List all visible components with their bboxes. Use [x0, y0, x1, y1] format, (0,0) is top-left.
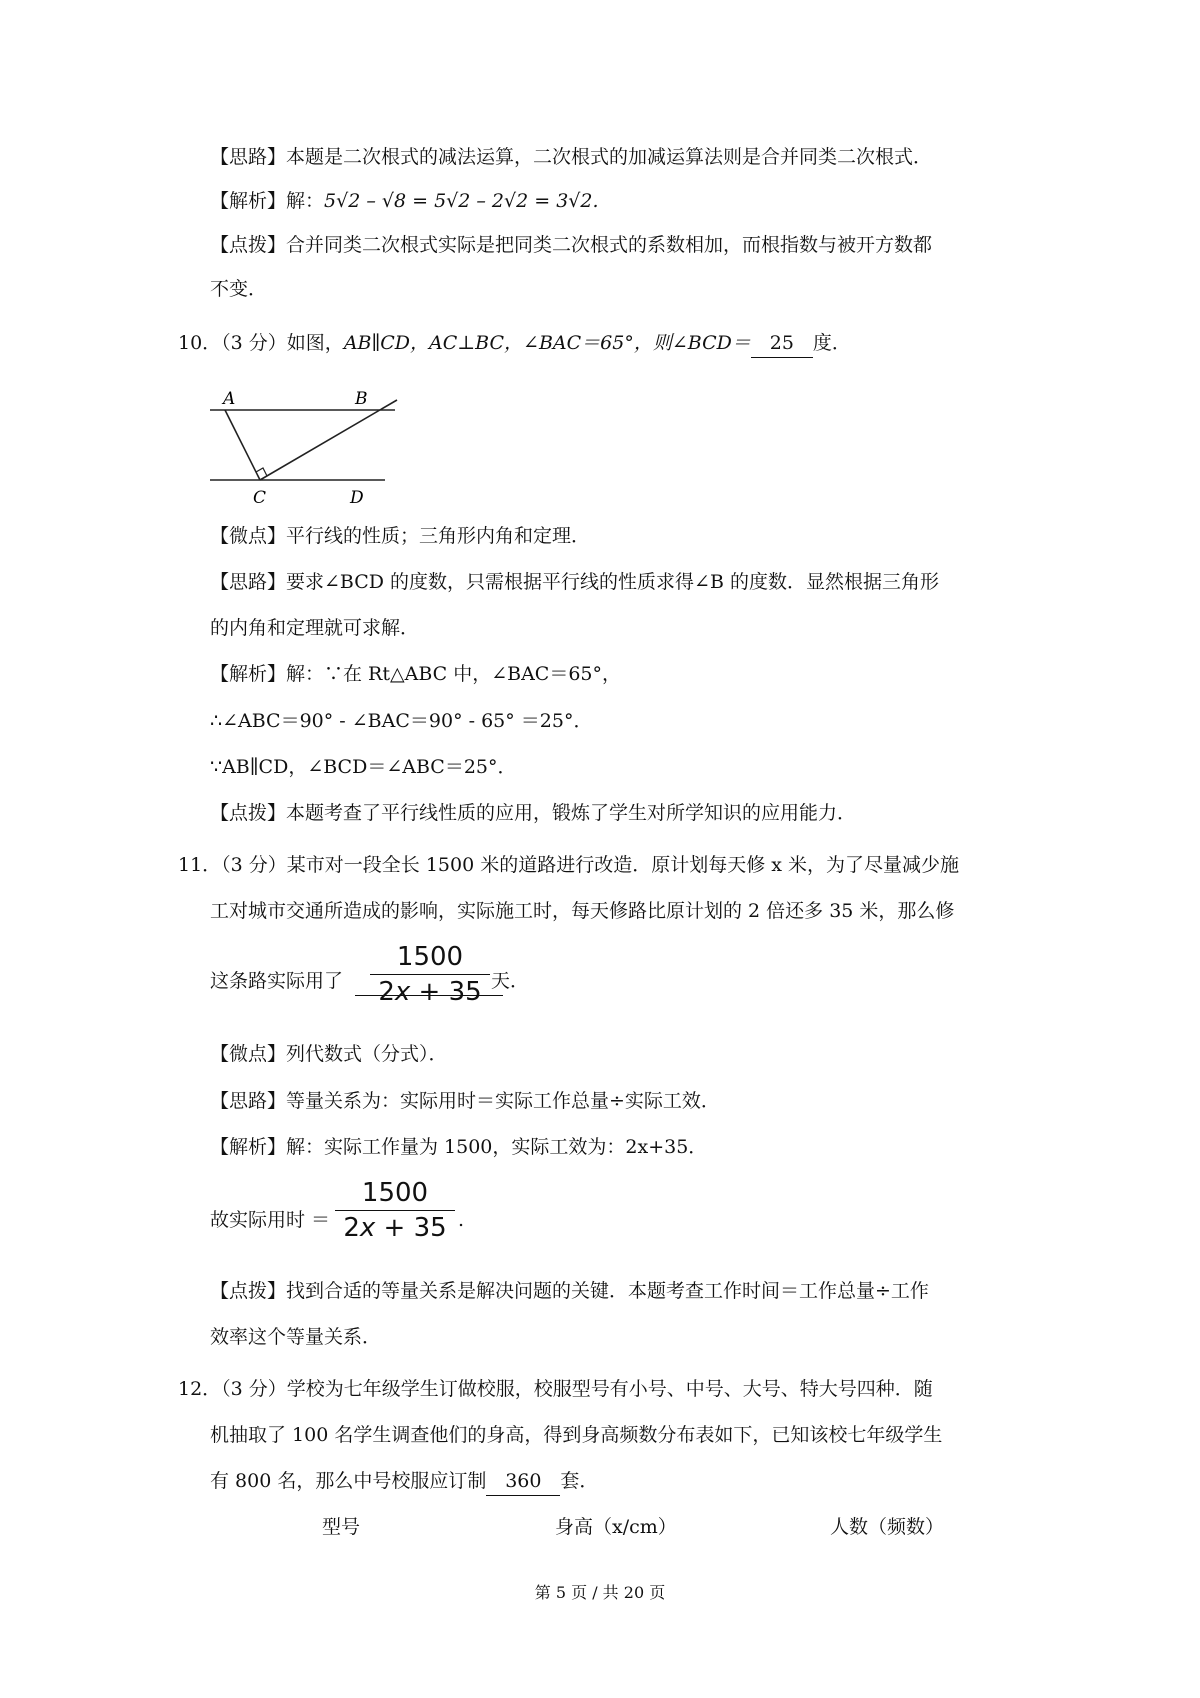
page-footer: 第 5 页 / 共 20 页: [534, 1583, 666, 1602]
question-12: 12．（3 分）学校为七年级学生订做校服，校服型号有小号、中号、大号、特大号四种．随: [178, 1378, 933, 1400]
q10-hint: 【思路】要求∠BCD 的度数，只需根据平行线的性质求得∠B 的度数．显然根据三角形: [210, 571, 939, 593]
segment-ac: [225, 410, 260, 480]
q11-result: 故实际用时 ＝ .: [210, 1209, 465, 1231]
q10-tip: 【点拨】本题考查了平行线性质的应用，锻炼了学生对所学知识的应用能力．: [210, 802, 857, 824]
q10-solution: 【解析】解：∵在 Rt△ABC 中，∠BAC＝65°，: [210, 663, 622, 685]
question-12-ask: 有 800 名，那么中号校服应订制 360 套．: [210, 1467, 598, 1496]
q9-tip-cont: 不变．: [210, 278, 268, 300]
question-11-cont: 工对城市交通所造成的影响，实际施工时，每天修路比原计划的 2 倍还多 35 米，那么修: [210, 900, 955, 922]
fraction-answer-11: 1500 2x + 35: [370, 940, 490, 1009]
answer-blank-12: 360: [486, 1467, 560, 1496]
geometry-figure: [205, 388, 405, 508]
q10-step1: ∴∠ABC＝90° - ∠BAC＝90° - 65° ＝25°．: [210, 710, 593, 732]
q9-solution: [210, 187, 599, 215]
q11-hint: 【思路】等量关系为：实际用时＝实际工作总量÷实际工效．: [210, 1090, 720, 1112]
radical-expression: 5√2 – √8 = 5√2 – 2√2 = 3√2.: [324, 190, 599, 212]
question-10: 10．（3 分）如图，AB∥CD，AC⊥BC，∠BAC＝65°，则∠BCD＝ 25 度．: [178, 329, 851, 358]
label-a: A: [223, 389, 236, 409]
q10-step2: ∵AB∥CD，∠BCD＝∠ABC＝25°．: [210, 756, 517, 778]
table-header-height: 身高（x/cm）: [555, 1516, 677, 1538]
segment-bc: [260, 400, 397, 480]
question-12-cont: 机抽取了 100 名学生调查他们的身高，得到身高频数分布表如下，已知该校七年级学生: [210, 1424, 943, 1446]
q9-hint: 【思路】本题是二次根式的减法运算，二次根式的加减运算法则是合并同类二次根式．: [210, 146, 933, 168]
q11-solution: 【解析】解：实际工作量为 1500，实际工效为：2x+35．: [210, 1136, 708, 1158]
label-d: D: [350, 488, 364, 508]
label-b: B: [355, 389, 368, 409]
question-11-ask: 这条路实际用了 天．: [210, 970, 530, 992]
question-11: 11．（3 分）某市对一段全长 1500 米的道路进行改造．原计划每天修 x 米，为了尽量减少施: [178, 854, 960, 876]
q11-tip: 【点拨】找到合适的等量关系是解决问题的关键．本题考查工作时间＝工作总量÷工作: [210, 1280, 929, 1302]
fraction-result-11: 1500 2x + 35: [335, 1176, 455, 1245]
q11-point: 【微点】列代数式（分式）．: [210, 1043, 448, 1065]
q10-hint-cont: 的内角和定理就可求解．: [210, 617, 420, 639]
solution-label: 【解析】解：: [210, 190, 325, 212]
table-header-size: 型号: [322, 1516, 361, 1538]
answer-blank-10: 25: [751, 329, 813, 358]
table-header-count: 人数（频数）: [830, 1516, 945, 1538]
q10-point: 【微点】平行线的性质；三角形内角和定理．: [210, 525, 591, 547]
q9-tip: 【点拨】合并同类二次根式实际是把同类二次根式的系数相加，而根指数与被开方数都: [210, 234, 933, 256]
q11-tip-cont: 效率这个等量关系．: [210, 1326, 382, 1348]
label-c: C: [253, 488, 267, 508]
